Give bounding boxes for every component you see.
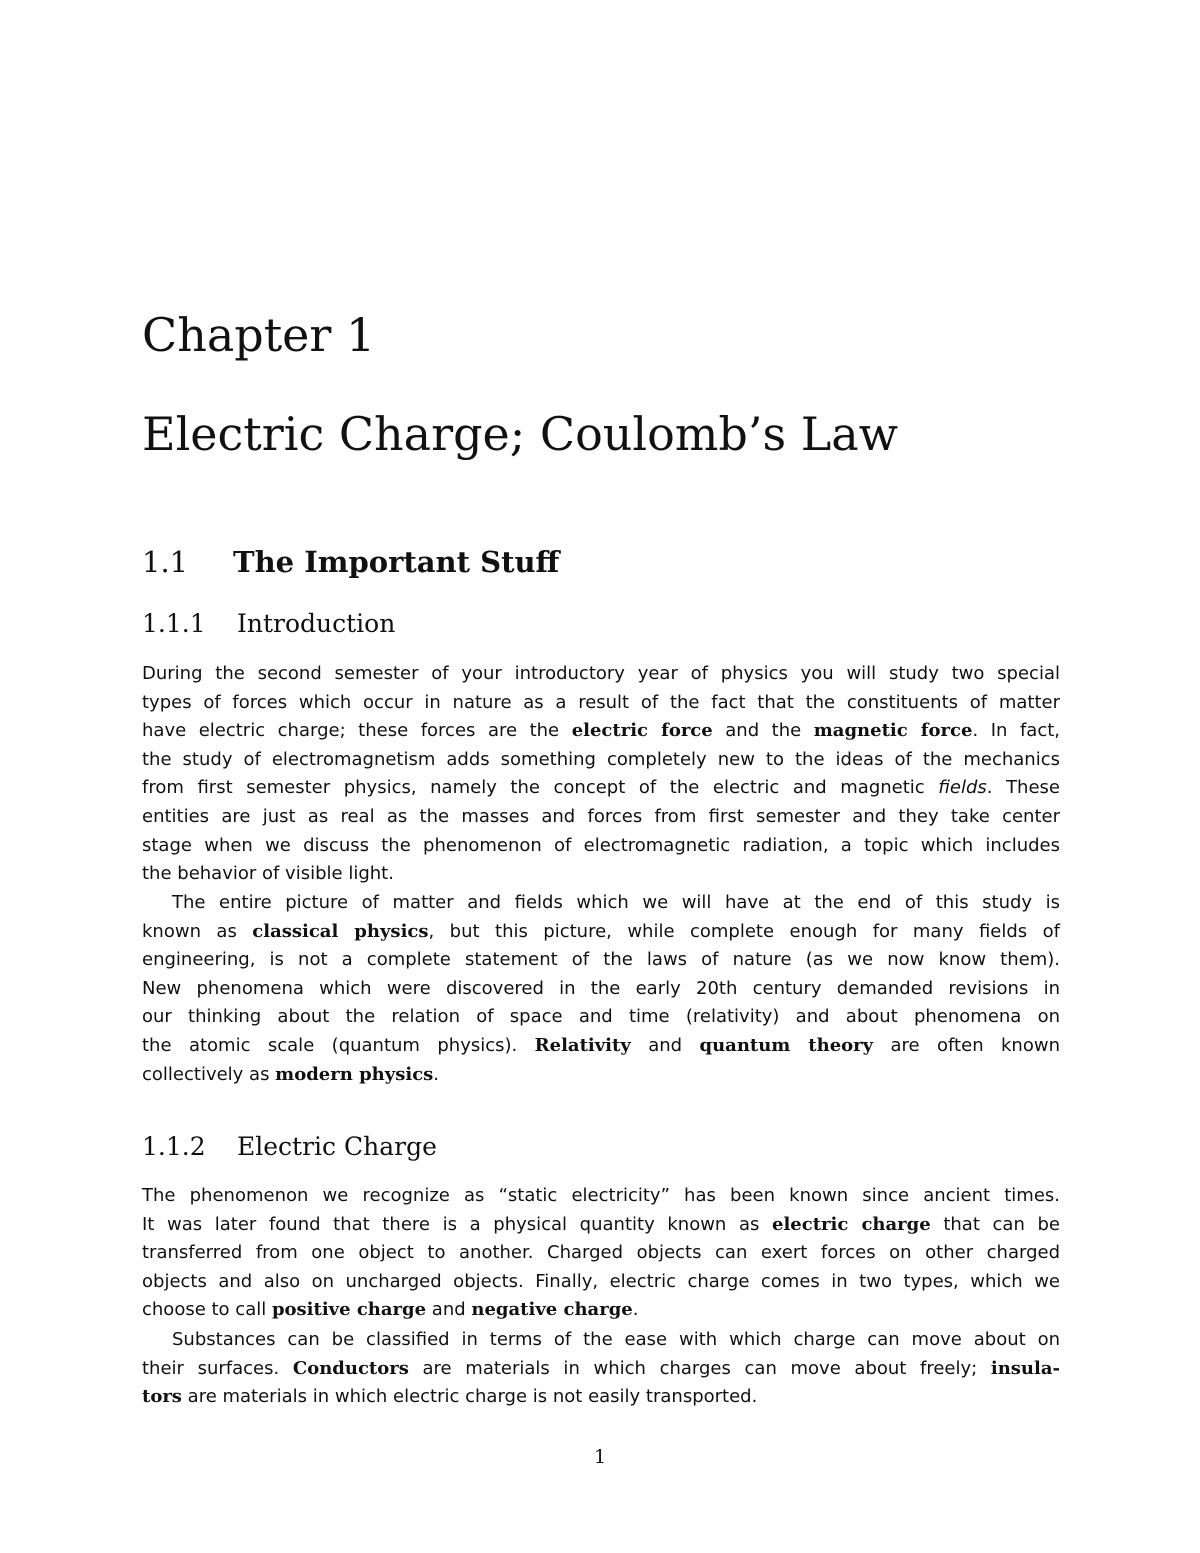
subsection-title: Introduction	[237, 609, 396, 638]
subsection-number: 1.1.2	[142, 1132, 206, 1161]
term-electric-force: electric force	[571, 720, 713, 742]
text-line: our thinking about the relation of space and time (relativity) and about phenomena on	[142, 1006, 1060, 1028]
term-electric-charge: electric charge	[772, 1213, 931, 1235]
text-line: their surfaces. Conductors are materials in which charges can move about freely; insula-	[142, 1357, 1060, 1379]
chapter-title: Electric Charge; Coulomb’s Law	[142, 407, 899, 461]
subsection-heading-introduction	[142, 606, 395, 642]
subsection-number: 1.1.1	[142, 609, 206, 638]
chapter-label: Chapter 1	[142, 308, 376, 362]
introduction-paragraph-2	[142, 889, 1060, 1089]
text-line: Substances can be classified in terms of the ease with which charge can move about on	[172, 1329, 1060, 1350]
text-line: have electric charge; these forces are the electric force and the magnetic force. In fact,	[142, 720, 1060, 742]
electric-charge-paragraph-2	[142, 1326, 1060, 1412]
section-heading	[142, 540, 559, 584]
term-quantum-theory: quantum theory	[699, 1034, 874, 1056]
term-insulators-part-2: tors	[142, 1386, 182, 1408]
term-negative-charge: negative charge	[471, 1299, 633, 1321]
term-conductors: Conductors	[292, 1357, 409, 1379]
term-positive-charge: positive charge	[271, 1299, 427, 1321]
term-magnetic-force: magnetic force	[813, 720, 973, 742]
subsection-title: Electric Charge	[237, 1132, 437, 1161]
text-line: engineering, is not a complete statement of the laws of nature (as we now know them).	[142, 949, 1060, 971]
text-line: the study of electromagnetism adds something completely new to the ideas of the mechanics	[142, 748, 1060, 770]
text-line: The entire picture of matter and fields which we will have at the end of this study is	[172, 892, 1060, 913]
text-line: transferred from one object to another. Charged objects can exert forces on other charged	[142, 1242, 1060, 1264]
text-line: tors are materials in which electric charge is not easily transported.	[142, 1386, 758, 1408]
electric-charge-paragraph-1	[142, 1182, 1060, 1325]
text-line: The phenomenon we recognize as “static electricity” has been known since ancient times.	[142, 1185, 1060, 1206]
section-number: 1.1	[142, 545, 189, 579]
text-line: from first semester physics, namely the concept of the electric and magnetic fields. These	[142, 777, 1060, 799]
page-number: 1	[593, 1446, 607, 1468]
text-line: the atomic scale (quantum physics). Relativity and quantum theory are often known	[142, 1034, 1060, 1056]
text-line: choose to call positive charge and negative charge.	[142, 1299, 639, 1321]
term-classical-physics: classical physics	[252, 920, 429, 942]
text-line: entities are just as real as the masses and forces from first semester and they take center	[142, 805, 1060, 827]
term-insulators-part-1: insula-	[990, 1357, 1060, 1379]
term-modern-physics: modern physics	[275, 1063, 434, 1085]
text-line: types of forces which occur in nature as a result of the fact that the constituents of matter	[142, 691, 1060, 713]
text-line: objects and also on uncharged objects. Finally, electric charge comes in two types, which we	[142, 1270, 1060, 1292]
text-line: stage when we discuss the phenomenon of electromagnetic radiation, a topic which includes	[142, 834, 1060, 856]
text-line: collectively as modern physics.	[142, 1063, 440, 1085]
text-line: During the second semester of your introductory year of physics you will study two special	[142, 663, 1060, 684]
text-line: It was later found that there is a physical quantity known as electric charge that can be	[142, 1213, 1060, 1235]
text-line: known as classical physics, but this picture, while complete enough for many fields of	[142, 920, 1060, 942]
term-relativity: Relativity	[534, 1034, 631, 1056]
subsection-heading-electric-charge	[142, 1129, 437, 1165]
introduction-paragraph-1	[142, 660, 1060, 889]
term-fields: fields	[938, 777, 987, 799]
section-title: The Important Stuff	[233, 545, 560, 579]
text-line: New phenomena which were discovered in the early 20th century demanded revisions in	[142, 977, 1060, 999]
text-line: the behavior of visible light.	[142, 863, 394, 885]
